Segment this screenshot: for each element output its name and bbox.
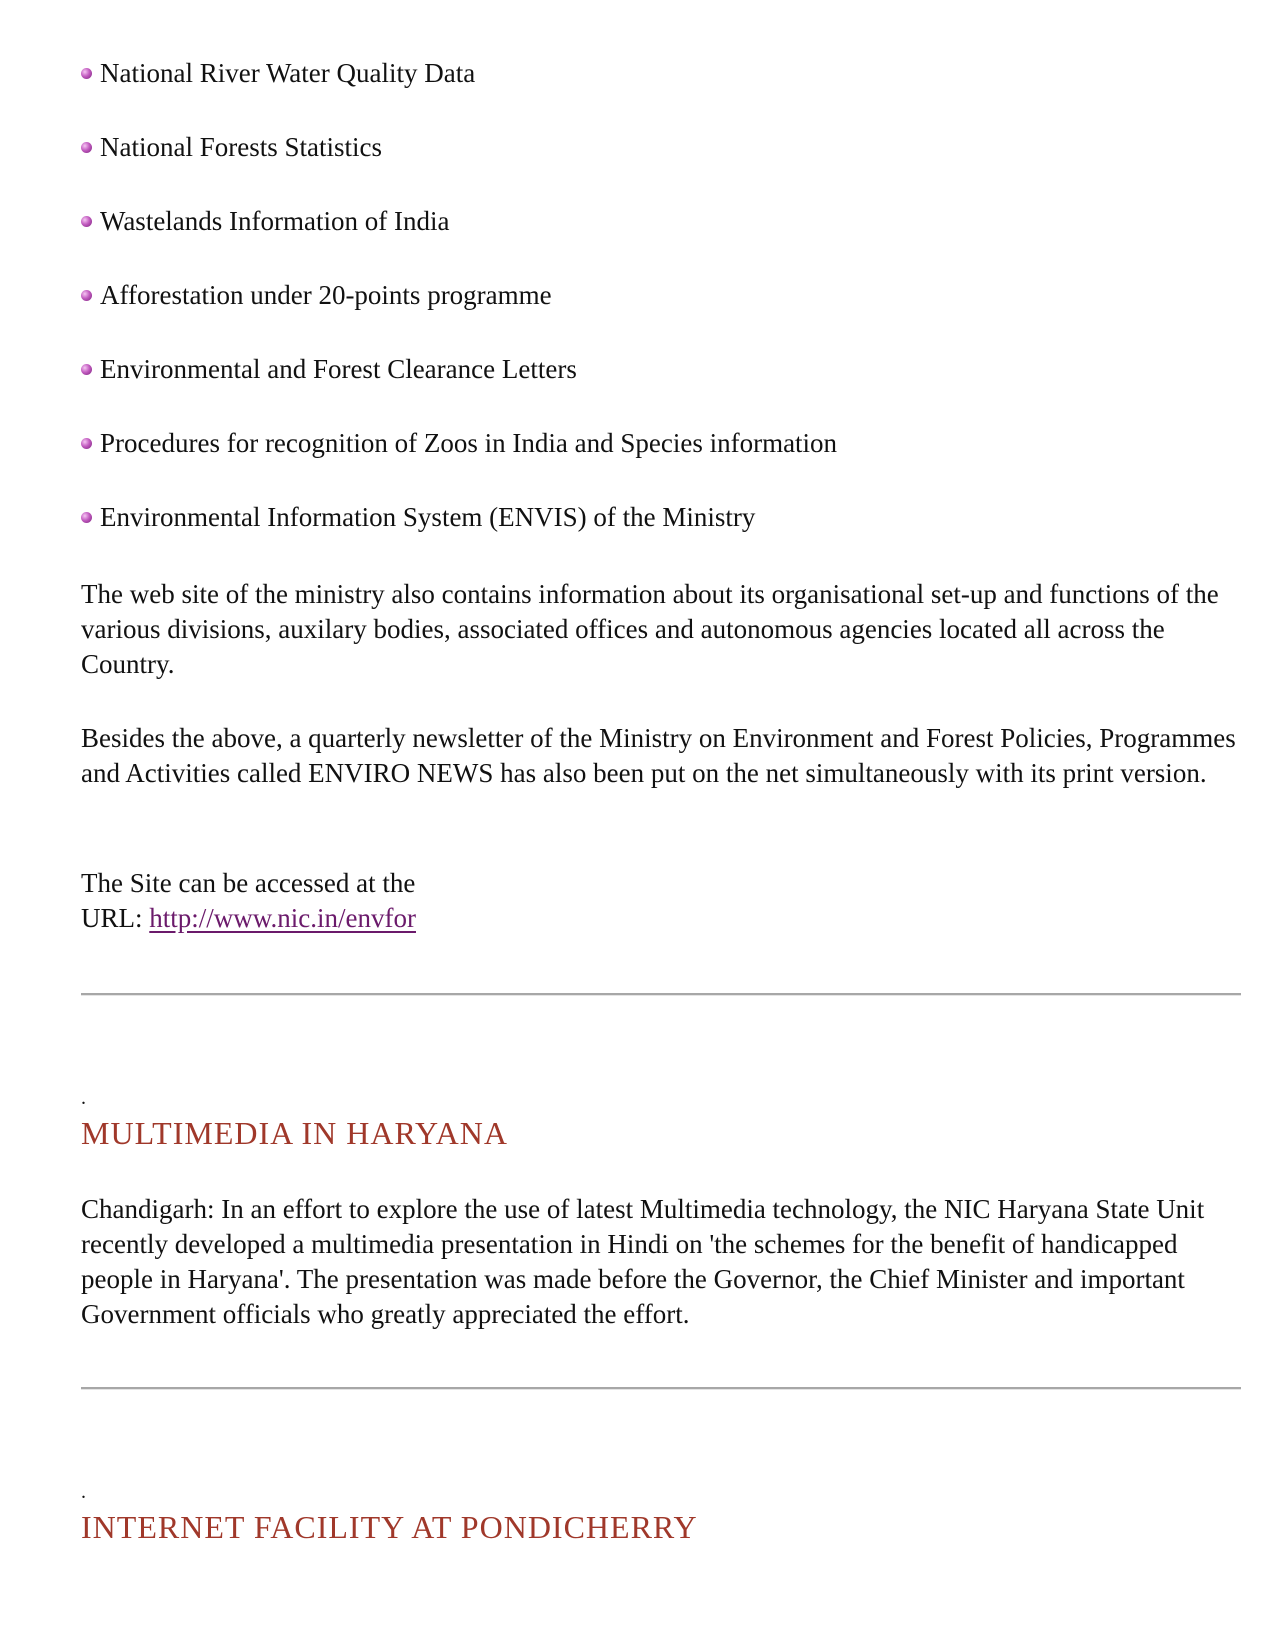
section-heading-internet: INTERNET FACILITY AT PONDICHERRY <box>81 1509 698 1545</box>
list-item-label: Procedures for recognition of Zoos in India and Species information <box>100 428 838 458</box>
access-paragraph <box>81 866 681 936</box>
list-item-label: Wastelands Information of India <box>100 206 450 236</box>
list-item <box>81 280 1231 310</box>
section-marker: . <box>81 1087 86 1109</box>
list-item-label: National Forests Statistics <box>100 132 382 162</box>
section-heading-multimedia: MULTIMEDIA IN HARYANA <box>81 1115 508 1151</box>
list-item-label: Environmental Information System (ENVIS) of the Ministry <box>100 502 756 532</box>
resource-list <box>81 58 1231 576</box>
bullet-icon <box>81 216 92 227</box>
bullet-icon <box>81 438 92 449</box>
list-item <box>81 206 1231 236</box>
list-item <box>81 428 1231 458</box>
url-label: URL: <box>81 903 150 933</box>
list-item-label: National River Water Quality Data <box>100 58 476 88</box>
website-paragraph: The web site of the ministry also contains information about its organisational set-up and functions of the various divisions, auxilary bodies, associated offices and autonomous agencies located all across the Country. <box>81 579 1219 679</box>
newsletter-paragraph: Besides the above, a quarterly newsletter of the Ministry on Environment and Forest Policies, Programmes and Activities called ENVIRO NEWS has also been put on the net simultaneously with its print version. <box>81 723 1236 788</box>
bullet-icon <box>81 512 92 523</box>
list-item <box>81 502 1231 532</box>
access-intro: The Site can be accessed at the <box>81 868 416 898</box>
list-item <box>81 354 1231 384</box>
divider <box>81 993 1241 996</box>
bullet-icon <box>81 290 92 301</box>
list-item-label: Environmental and Forest Clearance Letters <box>100 354 577 384</box>
bullet-icon <box>81 68 92 79</box>
site-url-link[interactable]: http://www.nic.in/envfor <box>149 903 416 933</box>
list-item <box>81 58 1231 88</box>
bullet-icon <box>81 142 92 153</box>
list-item-label: Afforestation under 20-points programme <box>100 280 552 310</box>
bullet-icon <box>81 364 92 375</box>
divider <box>81 1387 1241 1390</box>
multimedia-paragraph: Chandigarh: In an effort to explore the use of latest Multimedia technology, the NIC Haryana State Unit recently developed a multimedia presentation in Hindi on 'the schemes for the benefit of handicapped people in Haryana'. The presentation was made before the Governor, the Chief Minister and important Government officials who greatly appreciated the effort. <box>81 1194 1205 1329</box>
list-item <box>81 132 1231 162</box>
section-marker: . <box>81 1481 86 1503</box>
